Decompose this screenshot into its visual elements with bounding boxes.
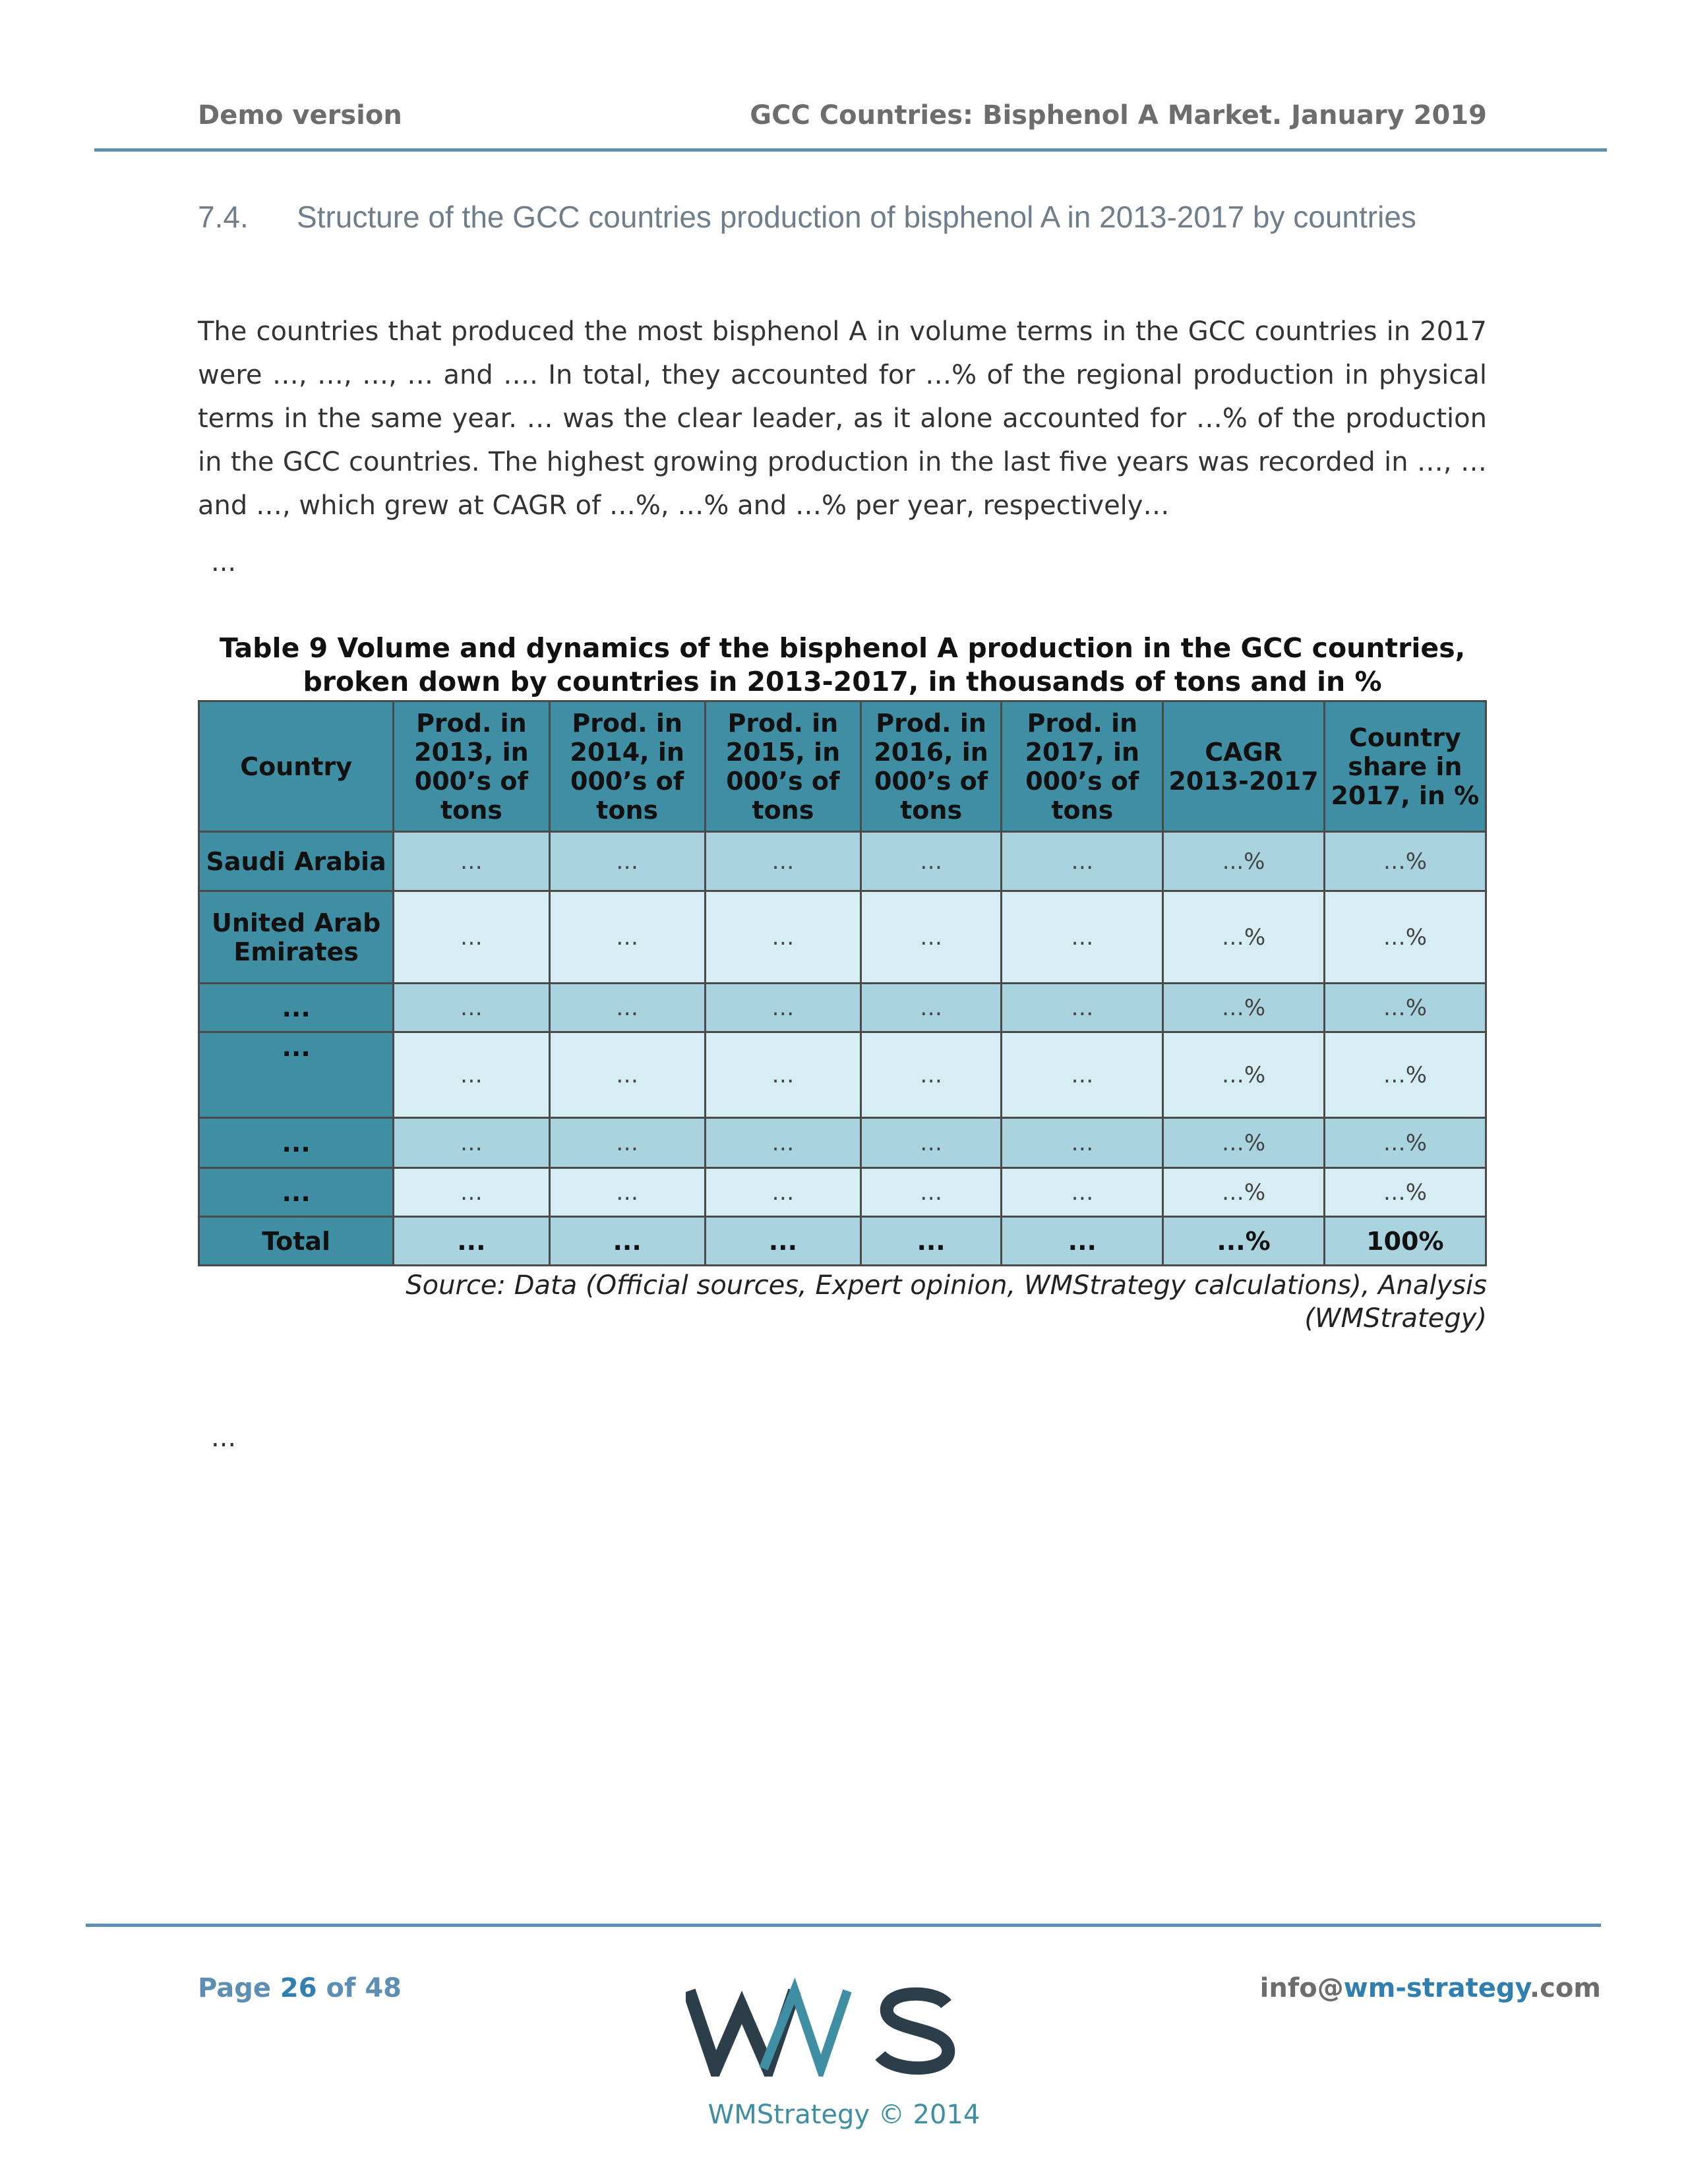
- country-cell: United Arab Emirates: [199, 891, 394, 984]
- column-header-share: Country share in 2017, in %: [1324, 701, 1486, 832]
- table-cell: …: [705, 1032, 860, 1118]
- table-cell: …: [1002, 1032, 1163, 1118]
- page-total: of 48: [316, 1973, 402, 2003]
- table-cell: …: [705, 984, 860, 1032]
- table-cell: …: [549, 1168, 705, 1217]
- table-cell: ...%: [1163, 1217, 1324, 1266]
- table-total-row: [199, 1217, 1486, 1266]
- email-domain: wm-strategy: [1343, 1973, 1530, 2003]
- table-cell: …%: [1324, 1118, 1486, 1168]
- wms-logo-icon: [686, 1978, 963, 2077]
- table-cell: …: [394, 1118, 549, 1168]
- table-cell: …: [705, 1118, 860, 1168]
- table-cell: …%: [1324, 832, 1486, 891]
- country-cell: ...: [199, 1118, 394, 1168]
- table-cell: ...: [705, 1217, 860, 1266]
- country-cell: ...: [199, 1032, 394, 1118]
- table-row: [199, 832, 1486, 891]
- source-note: [198, 1269, 1487, 1335]
- table-cell: …: [705, 891, 860, 984]
- table-cell: 100%: [1324, 1217, 1486, 1266]
- total-label: Total: [199, 1217, 394, 1266]
- column-header-prod-2017: Prod. in 2017, in 000’s of tons: [1002, 701, 1163, 832]
- column-header-prod-2015: Prod. in 2015, in 000’s of tons: [705, 701, 860, 832]
- table-cell: …%: [1163, 1118, 1324, 1168]
- column-header-country: Country: [199, 701, 394, 832]
- copyright-text: WMStrategy © 2014: [708, 2100, 980, 2130]
- table-cell: …: [394, 1168, 549, 1217]
- header-demo-label: Demo version: [198, 100, 402, 131]
- table-header-row: [199, 701, 1486, 832]
- column-header-cagr: CAGR 2013-2017: [1163, 701, 1324, 832]
- table-cell: …%: [1163, 984, 1324, 1032]
- table-cell: …: [549, 984, 705, 1032]
- table-caption-line-2: broken down by countries in 2013-2017, in thousands of tons and in %: [303, 666, 1382, 697]
- table-cell: …: [1002, 1118, 1163, 1168]
- table-row: [199, 891, 1486, 984]
- source-line-1: Source: Data (Official sources, Expert opinion, WMStrategy calculations), Analysis: [406, 1270, 1487, 1301]
- table-cell: …: [1002, 984, 1163, 1032]
- table-cell: …: [861, 1032, 1002, 1118]
- country-cell: Saudi Arabia: [199, 832, 394, 891]
- table-cell: …: [1002, 891, 1163, 984]
- table-cell: …: [861, 1118, 1002, 1168]
- table-cell: …: [861, 1168, 1002, 1217]
- ellipsis-text: ...: [211, 1423, 237, 1453]
- body-paragraph: The countries that produced the most bisphenol A in volume terms in the GCC countries in 2017 were …, …, …, … and …. In total, they accounted for …% of the regional production in physical terms in the same year. … was the clear leader, as it alone accounted for …% of the production in the GCC countries. The highest growing production in the last five years was recorded in …, … and …, which grew at CAGR of …%, …% and …% per year, respectively…: [198, 316, 1487, 521]
- ellipsis-text: ...: [211, 547, 237, 577]
- table-cell: …%: [1324, 891, 1486, 984]
- footer-divider: [86, 1924, 1601, 1927]
- table-cell: …%: [1324, 1032, 1486, 1118]
- email-prefix: info@: [1259, 1973, 1344, 2003]
- table-cell: ...: [861, 1217, 1002, 1266]
- table-cell: …%: [1163, 891, 1324, 984]
- table-cell: …: [861, 984, 1002, 1032]
- table-cell: …: [705, 832, 860, 891]
- page-prefix: Page: [198, 1973, 280, 2003]
- section-number: 7.4.: [198, 200, 249, 234]
- column-header-prod-2013: Prod. in 2013, in 000’s of tons: [394, 701, 549, 832]
- table-cell: …: [394, 1032, 549, 1118]
- production-table: [198, 700, 1487, 1266]
- section-title: Structure of the GCC countries production of bisphenol A in 2013-2017 by countries: [297, 200, 1416, 234]
- country-cell: ...: [199, 984, 394, 1032]
- column-header-prod-2014: Prod. in 2014, in 000’s of tons: [549, 701, 705, 832]
- table-cell: …%: [1163, 1032, 1324, 1118]
- table-cell: …%: [1324, 984, 1486, 1032]
- table-cell: …: [861, 832, 1002, 891]
- table-cell: …: [861, 891, 1002, 984]
- table-cell: ...: [1002, 1217, 1163, 1266]
- table-cell: …: [1002, 832, 1163, 891]
- table-cell: …%: [1324, 1168, 1486, 1217]
- page-number: [198, 1973, 402, 2003]
- table-cell: …: [394, 891, 549, 984]
- table-cell: …: [549, 1032, 705, 1118]
- table-cell: …: [394, 832, 549, 891]
- header-document-title: GCC Countries: Bisphenol A Market. January 2019: [750, 100, 1487, 131]
- email-suffix: .com: [1529, 1973, 1601, 2003]
- table-caption: [198, 632, 1487, 699]
- table-row: [199, 1118, 1486, 1168]
- table-row: [199, 984, 1486, 1032]
- table-cell: …: [549, 1118, 705, 1168]
- table-cell: …: [1002, 1168, 1163, 1217]
- country-cell: ...: [199, 1168, 394, 1217]
- table-cell: ...: [394, 1217, 549, 1266]
- source-line-2: (WMStrategy): [1304, 1303, 1487, 1334]
- page-current: 26: [280, 1973, 317, 2003]
- table-caption-line-1: Table 9 Volume and dynamics of the bisphenol A production in the GCC countries,: [219, 632, 1466, 664]
- table-cell: …: [394, 984, 549, 1032]
- table-cell: …: [549, 832, 705, 891]
- table-row: [199, 1168, 1486, 1217]
- table-cell: ...: [549, 1217, 705, 1266]
- table-cell: …: [705, 1168, 860, 1217]
- table-cell: …%: [1163, 1168, 1324, 1217]
- table-cell: …: [549, 891, 705, 984]
- column-header-prod-2016: Prod. in 2016, in 000’s of tons: [861, 701, 1002, 832]
- table-row: [199, 1032, 1486, 1118]
- header-divider: [94, 148, 1607, 152]
- table-cell: ...%: [1163, 832, 1324, 891]
- contact-email[interactable]: [1260, 1973, 1601, 2003]
- section-heading: [198, 199, 1416, 235]
